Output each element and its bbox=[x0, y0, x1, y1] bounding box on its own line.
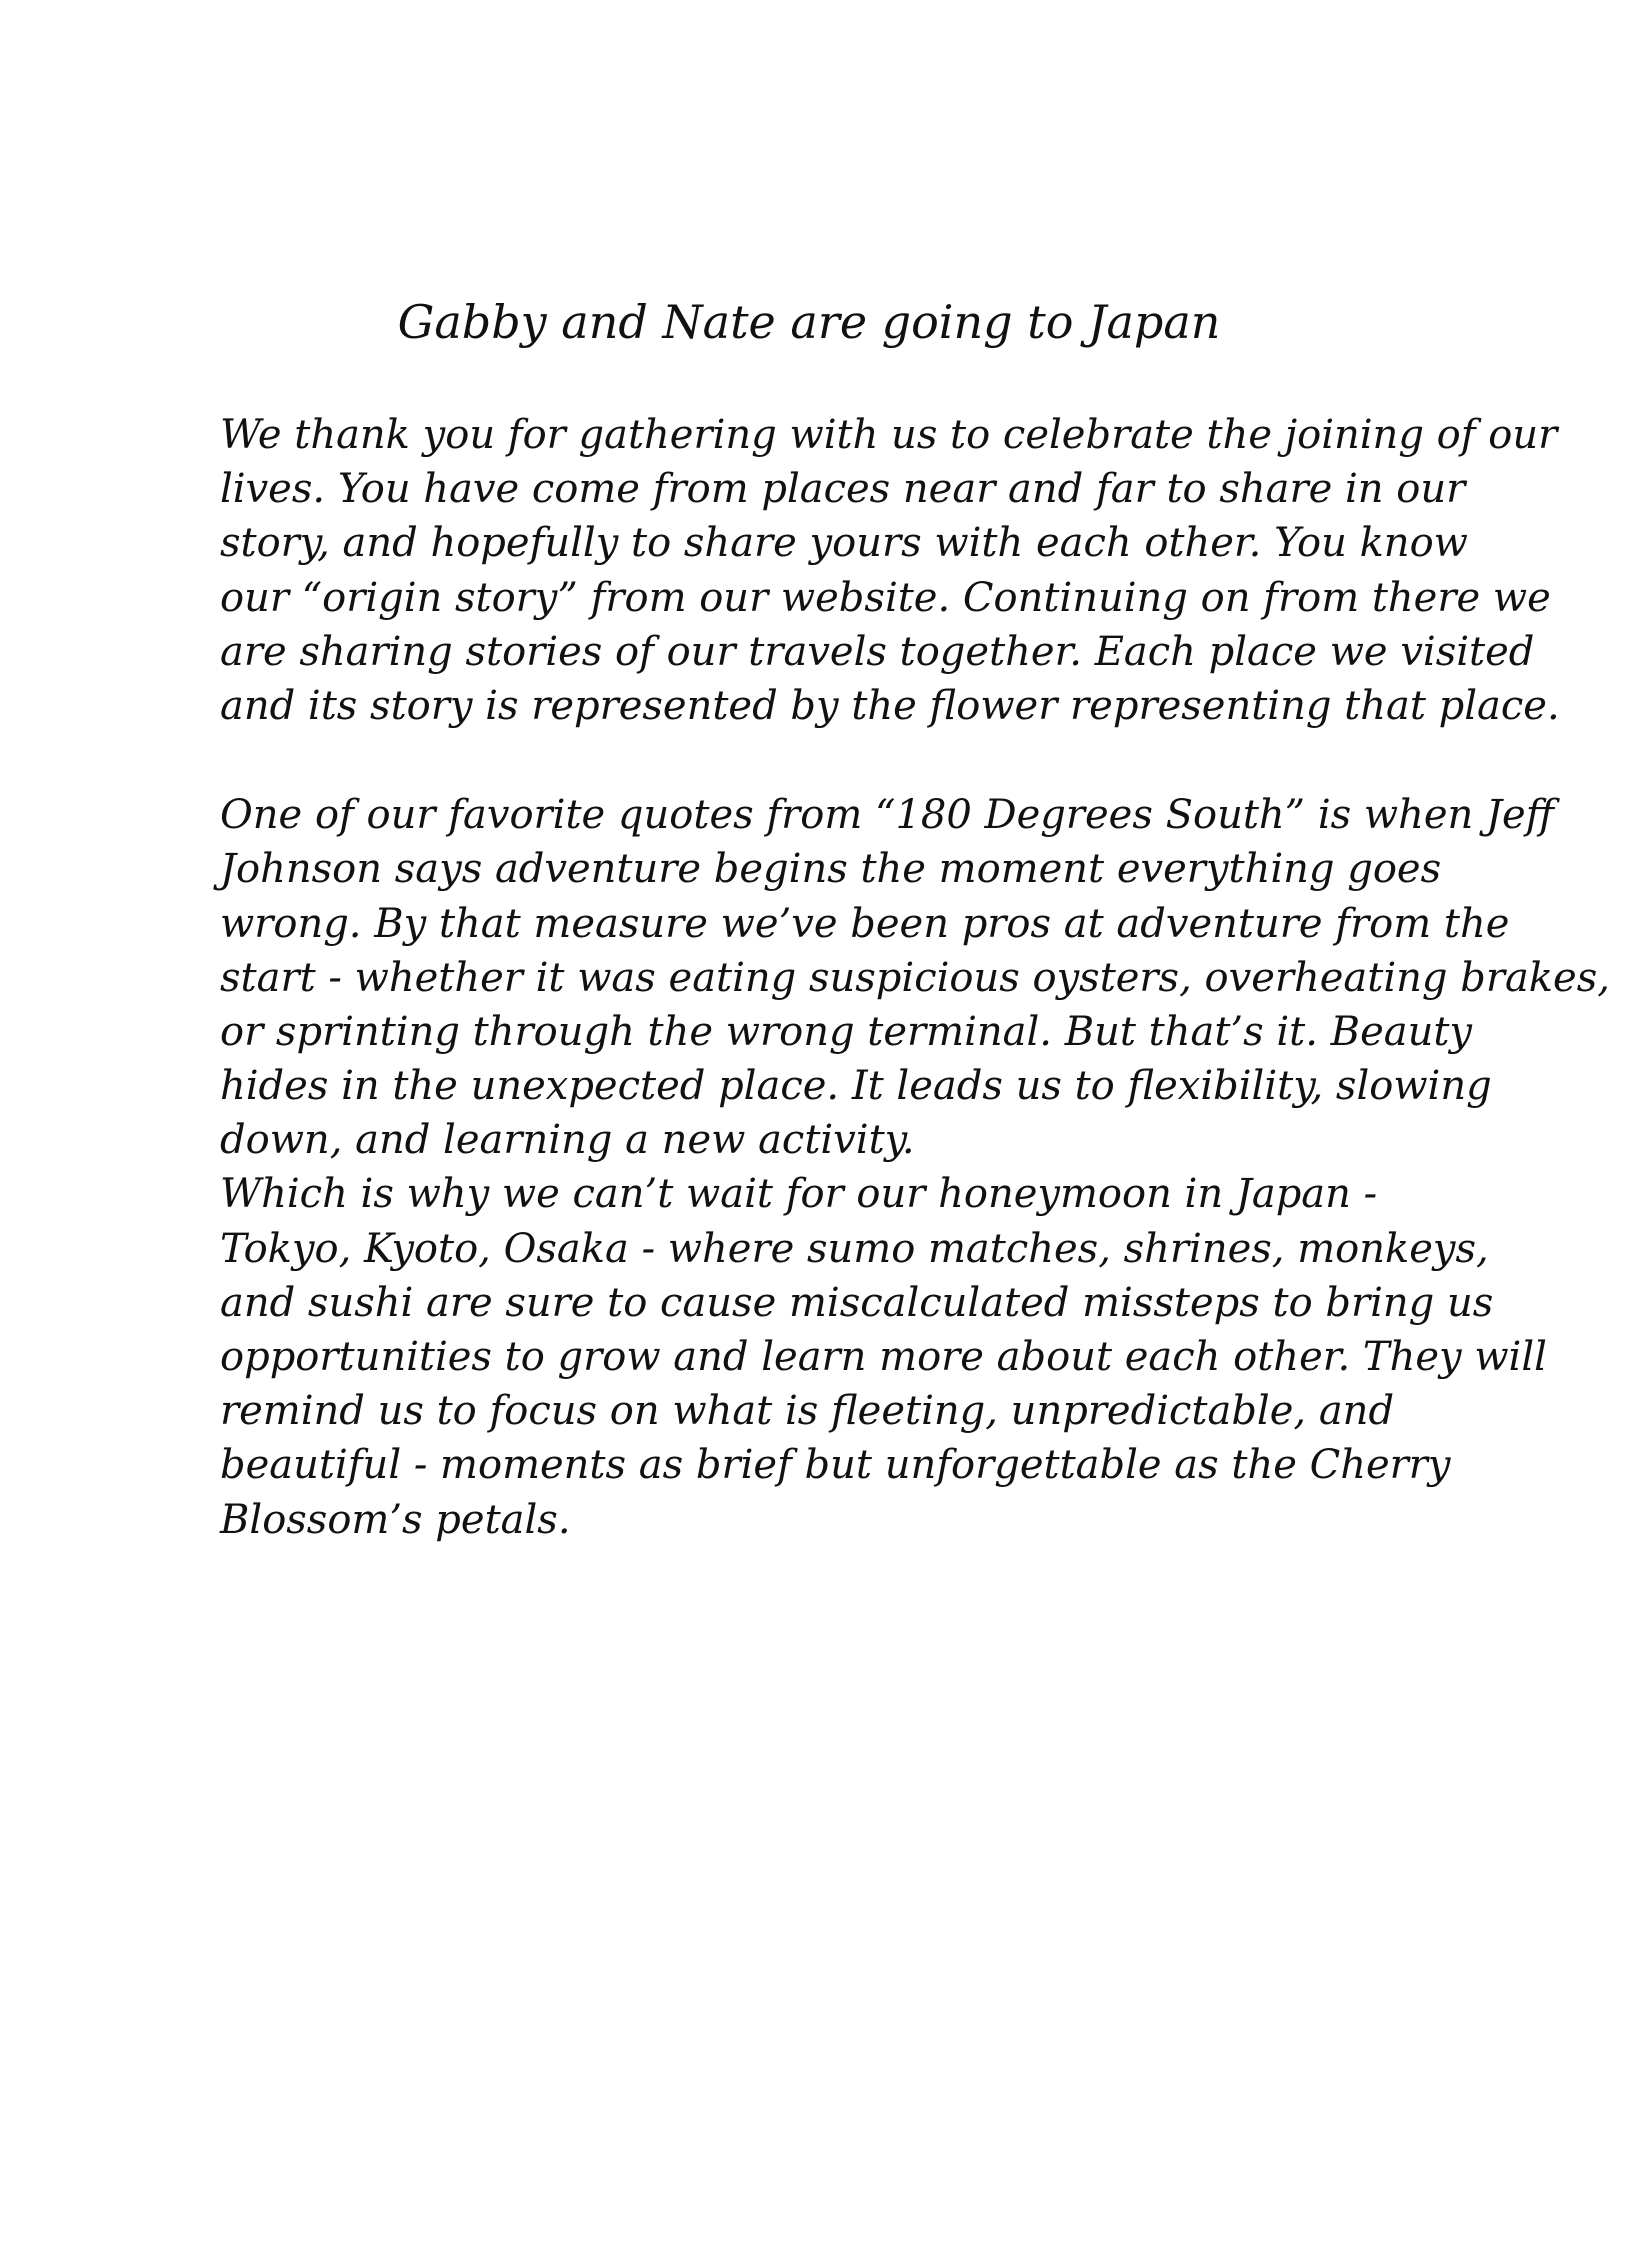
text-line: Tokyo, Kyoto, Osaka - where sumo matches, shrines, monkeys, bbox=[220, 1225, 1489, 1272]
document-title: Gabby and Nate are going to Japan bbox=[397, 295, 1221, 349]
text-line: remind us to focus on what is fleeting, unpredictable, and bbox=[220, 1388, 1395, 1435]
text-line: opportunities to grow and learn more about each other. They will bbox=[220, 1334, 1547, 1380]
paragraph-intro bbox=[220, 408, 1560, 733]
text-line: Which is why we can’t wait for our honeymoon in Japan - bbox=[220, 1171, 1378, 1218]
text-line: and sushi are sure to cause miscalculated missteps to bring us bbox=[220, 1279, 1494, 1326]
text-line: story, and hopefully to share yours with each other. You know bbox=[220, 520, 1468, 567]
text-line: Blossom’s petals. bbox=[220, 1496, 571, 1543]
text-line: lives. You have come from places near and far to share in our bbox=[220, 466, 1466, 513]
text-line: hides in the unexpected place. It leads us to flexibility, slowing bbox=[220, 1063, 1492, 1110]
text-line: beautiful - moments as brief but unforgettable as the Cherry bbox=[220, 1442, 1451, 1489]
paragraph-spacer bbox=[220, 733, 1480, 788]
paragraph-honeymoon bbox=[220, 1167, 1547, 1546]
text-line: Johnson says adventure begins the moment everything goes bbox=[220, 846, 1442, 893]
document-body bbox=[220, 408, 1610, 1547]
text-line: wrong. By that measure we’ve been pros at adventure from the bbox=[220, 900, 1510, 947]
text-line: are sharing stories of our travels together. Each place we visited bbox=[220, 628, 1535, 675]
text-line: and its story is represented by the flower representing that place. bbox=[220, 682, 1560, 729]
text-line: our “origin story” from our website. Continuing on from there we bbox=[220, 574, 1551, 621]
paragraph-adventure bbox=[220, 788, 1610, 1167]
text-line: down, and learning a new activity. bbox=[220, 1117, 915, 1164]
text-line: or sprinting through the wrong terminal. But that’s it. Beauty bbox=[220, 1008, 1473, 1055]
text-line: We thank you for gathering with us to celebrate the joining of our bbox=[220, 412, 1558, 458]
text-line: start - whether it was eating suspicious oysters, overheating brakes, bbox=[220, 954, 1610, 1001]
text-line: One of our favorite quotes from “180 Degrees South” is when Jeff bbox=[220, 792, 1555, 839]
